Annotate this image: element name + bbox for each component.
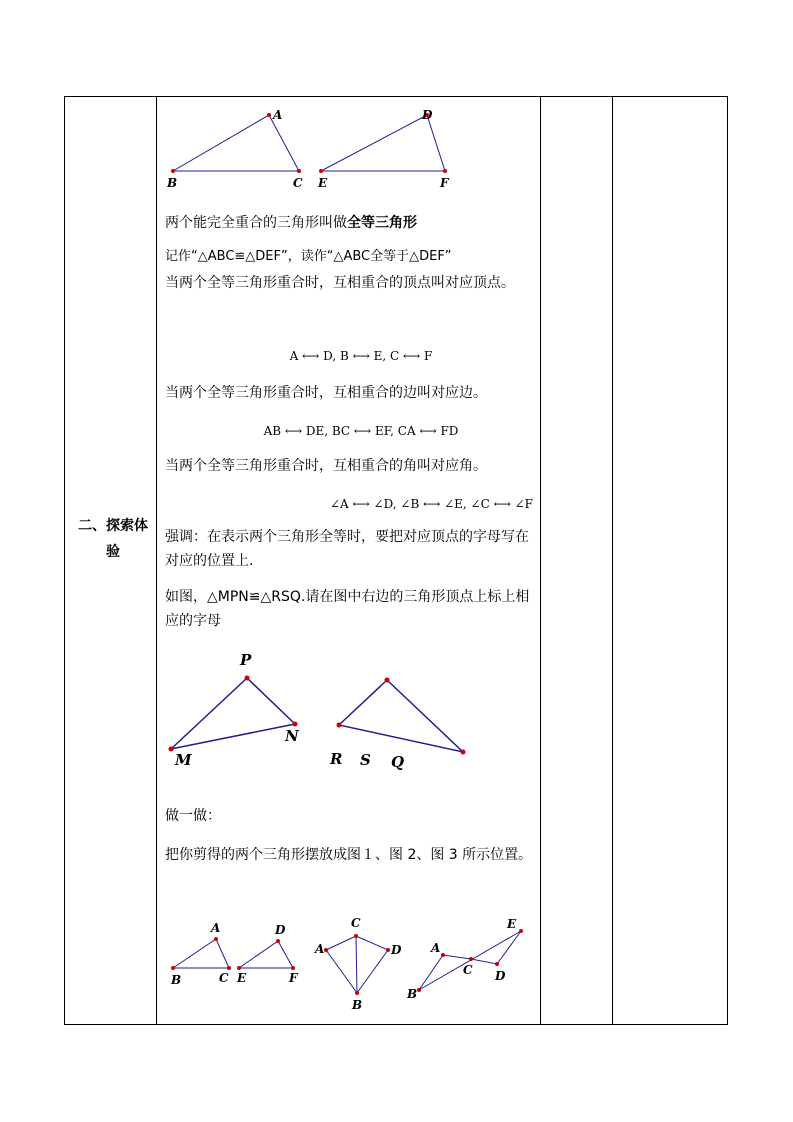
side-definition: 当两个全等三角形重合时，互相重合的边叫对应边。 [165,385,487,401]
point-p [245,676,250,681]
side-pairs: AB ⟷ DE, BC ⟷ EF, CA ⟷ FD [263,424,459,438]
fig3-point-e [519,929,523,933]
fig1-point-e [237,966,241,970]
fig1-label-a: A [211,921,221,935]
fig2-side-cb [356,936,357,993]
figure-abc-def [161,105,541,195]
label-e: E [318,176,328,190]
vertex-definition: 当两个全等三角形重合时，互相重合的顶点叫对应顶点。 [165,275,515,291]
notation-line: 记作“△ABC≌△DEF”，读作“△ABC全等于△DEF” [165,249,452,264]
point-e [319,169,323,173]
label-q: Q [391,753,405,771]
label-m: M [175,751,192,769]
label-n: N [285,727,299,745]
fig1-label-b: B [171,973,182,987]
column-divider [612,97,613,1024]
fig1-triangle-abc [173,939,229,968]
fig2-side-ac [326,936,356,950]
label-b: B [167,176,178,190]
label-f: F [440,176,449,190]
fig2-point-d [386,948,390,952]
fig3-point-d [495,962,499,966]
point-n [293,722,298,727]
fig1-point-c [227,966,231,970]
label-s: S [360,751,371,769]
fig1-label-c: C [219,971,229,985]
fig2-point-a [324,948,328,952]
fig3-label-e: E [507,917,517,931]
arrange-text: 把你剪得的两个三角形摆放成图１、图 2、图 3 所示位置。 [165,847,533,863]
label-r: R [330,750,343,768]
point-b [171,169,175,173]
fig1-triangle-def [239,941,293,968]
figure-mpn-rsq [161,647,541,777]
definition-prefix: 两个能完全重合的三角形叫做 [165,215,347,231]
fig1-label-f: F [289,971,298,985]
fig2-label-d: D [391,943,402,957]
angle-pairs: ∠A ⟷ ∠D, ∠B ⟷ ∠E, ∠C ⟷ ∠F [329,497,533,511]
label-a: A [273,108,283,122]
section-label: 二、探索体验 [78,518,148,560]
triangle-def [321,115,445,171]
fig2-side-ab [326,950,357,993]
column-divider [156,97,157,1024]
fig1-point-b [171,966,175,970]
fig1-point-d [276,939,280,943]
fig3-label-a: A [431,941,441,955]
label-c: C [293,176,303,190]
fig2-side-cd [356,936,388,950]
point-c [297,169,301,173]
angle-definition: 当两个全等三角形重合时，互相重合的角叫对应角。 [165,458,487,474]
fig2-point-b [355,991,359,995]
fig2-label-c: C [351,916,361,930]
triangle-rsq [339,680,463,752]
point-s-vertex [385,678,390,683]
vertex-pairs: A ⟷ D, B ⟷ E, C ⟷ F [289,349,433,363]
fig2-label-a: A [315,942,325,956]
fig3-point-a [441,953,445,957]
point-f [443,169,447,173]
triangle-mpn [171,678,295,749]
label-d: D [422,108,433,122]
fig1-point-a [214,937,218,941]
fig2-side-db [357,950,388,993]
lesson-table [64,96,728,1025]
point-q-vertex [461,750,466,755]
fig3-triangle-cde [471,931,521,964]
definition-line [165,211,539,235]
point-m [169,747,174,752]
column-divider [540,97,541,1024]
triangle-abc [173,115,299,171]
fig1-point-f [291,966,295,970]
label-p: P [240,651,252,669]
fig3-label-b: B [407,987,418,1001]
fig2-point-c [354,934,358,938]
fig3-label-d: D [495,969,506,983]
point-a [267,113,271,117]
exercise-text: 如图，△MPN≌△RSQ.请在图中右边的三角形顶点上标上相应的字母 [165,589,530,629]
try-it-label: 做一做： [165,808,221,824]
emphasis-text: 强调：在表示两个三角形全等时，要把对应顶点的字母写在对应的位置上. [165,529,529,569]
fig1-label-d: D [275,923,286,937]
point-r-vertex [337,723,342,728]
fig1-label-e: E [237,971,247,985]
figure-arrangements [161,912,541,1022]
fig3-point-c [469,957,473,961]
definition-term: 全等三角形 [347,215,417,231]
fig2-label-b: B [352,998,363,1012]
fig3-point-b [417,988,421,992]
fig3-label-c: C [463,963,473,977]
